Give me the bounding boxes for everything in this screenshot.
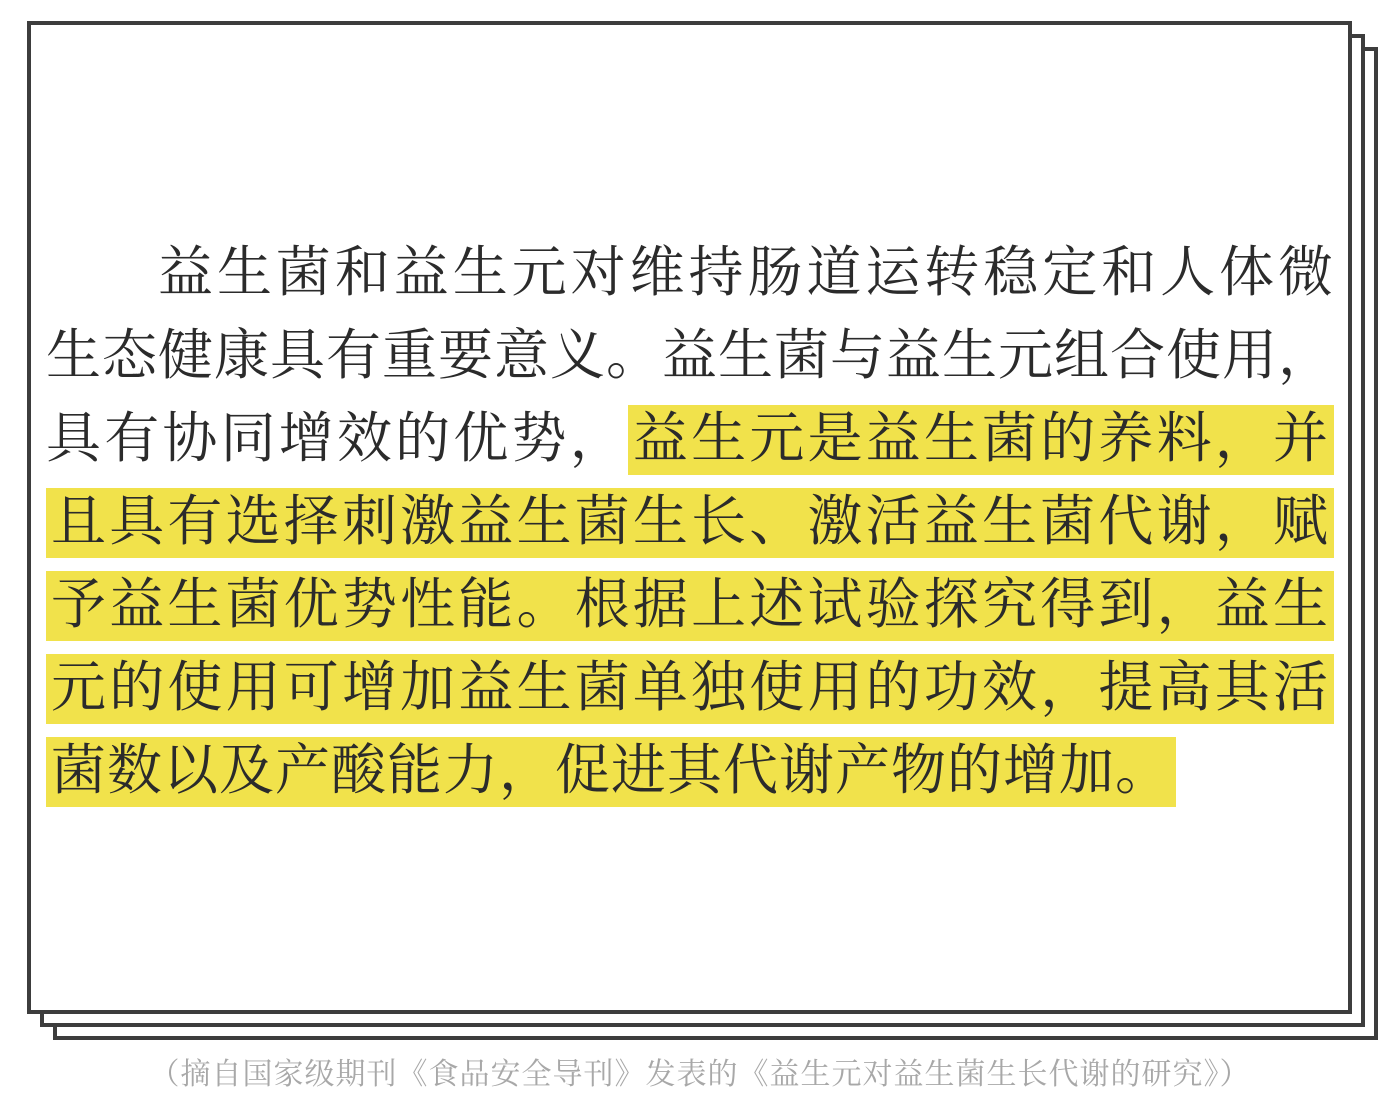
text-line-2-plain: 生态健康具有重要意义。益生菌与益生元组合使用， (46, 325, 1335, 386)
text-line-3-plain: 具有协同增效的优势， (46, 408, 628, 469)
text-line-3-highlight: 益生元是益生菌的养料，并 (628, 405, 1334, 475)
text-line-1 (46, 231, 1334, 314)
text-line-7 (46, 729, 1334, 812)
text-line-1-plain: 益生菌和益生元对维持肠道运转稳定和人体微 (158, 242, 1334, 303)
text-line-3 (46, 397, 1334, 480)
document-paragraph (46, 231, 1334, 812)
text-line-4 (46, 480, 1334, 563)
text-line-5 (46, 563, 1334, 646)
text-line-4-highlight: 且具有选择刺激益生菌生长、激活益生菌代谢，赋 (46, 488, 1334, 558)
text-line-7-highlight: 菌数以及产酸能力，促进其代谢产物的增加。 (46, 737, 1176, 807)
text-line-5-highlight: 予益生菌优势性能。根据上述试验探究得到，益生 (46, 571, 1334, 641)
text-line-6 (46, 646, 1334, 729)
text-line-2 (46, 314, 1334, 397)
text-line-6-highlight: 元的使用可增加益生菌单独使用的功效，提高其活 (46, 654, 1334, 724)
source-caption: （摘自国家级期刊《食品安全导刊》发表的《益生元对益生菌生长代谢的研究》） (149, 1058, 1251, 1091)
